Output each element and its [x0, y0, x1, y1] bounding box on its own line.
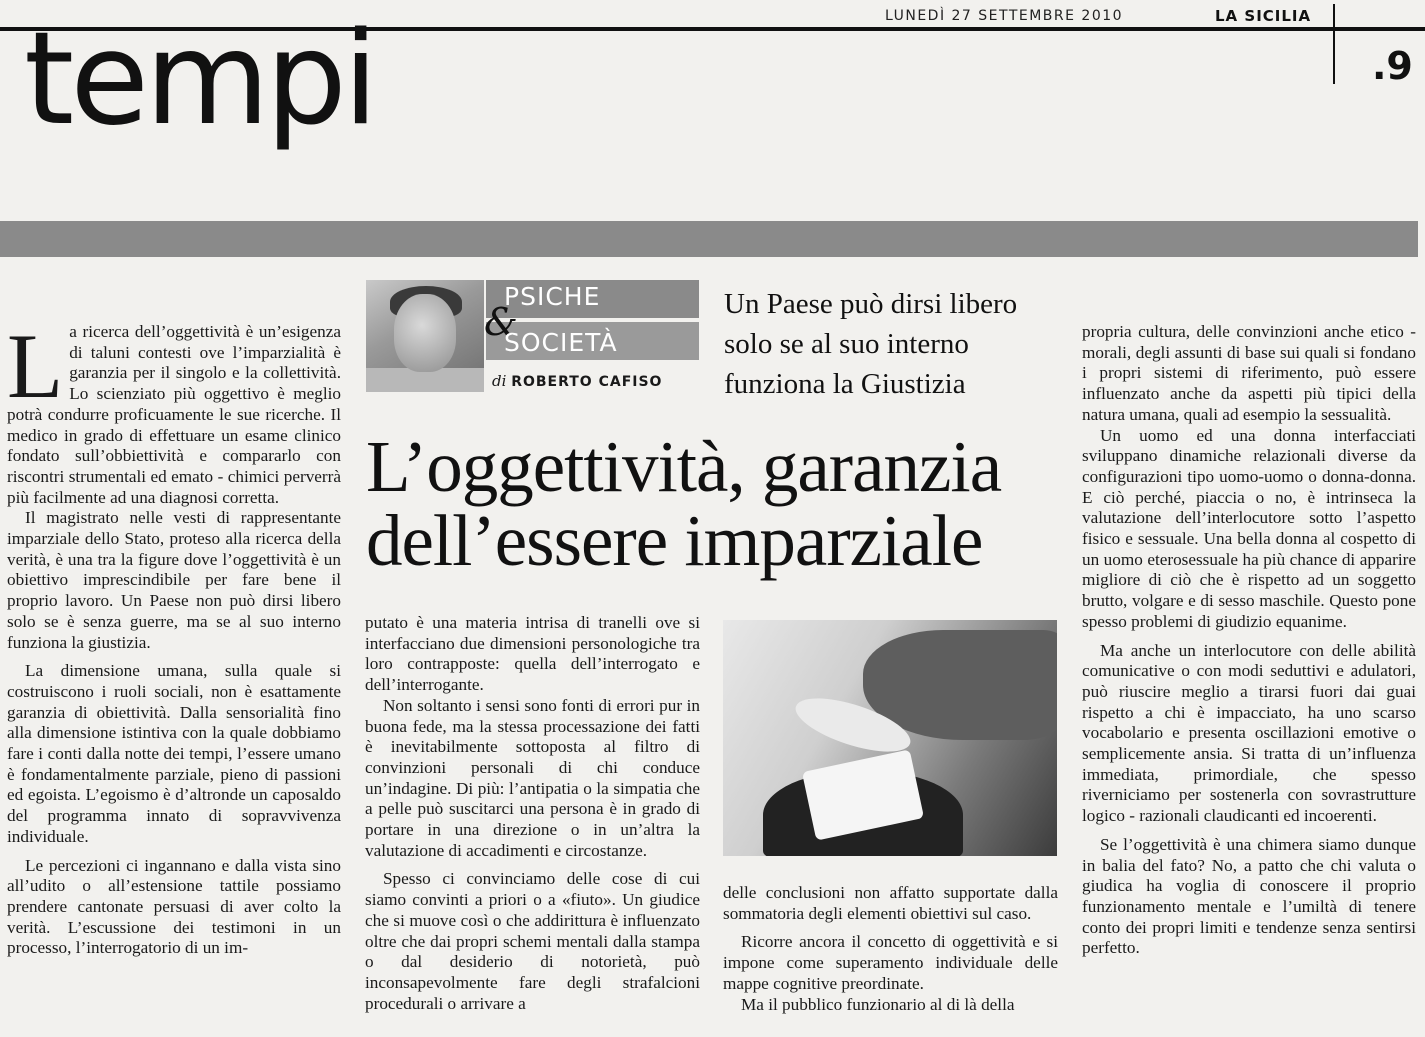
rubric-title-societa: SOCIETÀ: [504, 328, 618, 357]
paragraph: Se l’oggettività è una chimera siamo dunque in balia del fato? No, a patto che chi valuta o giudica ha voglia di conoscere il proprio funzionamento mentale e l’umiltà di tenere conto dei propri limiti e tendenze senza sentirsi perfetto.: [1082, 834, 1416, 958]
rubric-title-psiche: PSICHE: [504, 282, 601, 311]
masthead-divider: [1333, 4, 1335, 84]
paragraph: a ricerca dell’oggettività è un’esigenza di taluni contesti ove l’imparzialità è garanzia per il singolo e la collettività. Lo scienziato più oggettivo è meglio potrà condurre proficuamente le sue ricerche. Il medico in grado di effettuare un esame clinico fondato sull’obbiettività e compararlo con riscontri strumentali ed emato - chimici perverrà più facilmente ad una diagnosi corretta.: [7, 322, 341, 507]
paragraph: Il magistrato nelle vesti di rappresentante imparziale dello Stato, proteso alla ricerca della verità, è una tra la figure dove l’oggettività è un obiettivo imprescindibile per fare bene il proprio lavoro. Un Paese non può dirsi libero solo se è senza guerre, ma se al suo interno funziona la giustizia.: [7, 508, 341, 652]
issue-date: LUNEDÌ 27 SETTEMBRE 2010: [885, 8, 1124, 24]
rubric-ampersand: &: [484, 300, 518, 344]
drop-cap: L: [7, 315, 64, 417]
paragraph: putato è una materia intrisa di tranelli ove si interfacciano due dimensioni personologiche tra loro contrapposte: quella dell’interrogato e dell’interrogante.: [365, 613, 700, 695]
paragraph: Ma anche un interlocutore con delle abilità comunicative o con modi seduttivi e adulatori, può riuscire meglio a tirarsi fuori dai guai rispetto a chi è impacciato, ha uno scarso vocabolario e presenta oscillazioni emotive o semplicemente ansia. Si tratta di un’influenza immediata, primordiale, che spesso riverniciamo per sostenerla con sovrastrutture logico - razionali claudicanti ed incoerenti.: [1082, 640, 1416, 826]
byline-prefix: di: [492, 372, 507, 390]
byline: [492, 372, 662, 390]
newspaper-name: LA SICILIA: [1215, 7, 1312, 25]
paragraph: La dimensione umana, sulla quale si costruiscono i ruoli sociali, non è esattamente garanzia di obiettività. Dalla sensorialità fino alla dimensione istintiva con la quale dobbiamo fare i conti dalla notte dei tempi, l’essere umano è fondamentalmente parziale, pieno di passioni ed egoista. L’egoismo è d’altronde un caposaldo del programma innato di sopravvivenza individuale.: [7, 661, 341, 846]
article-column-4: [1082, 322, 1416, 959]
paragraph: Un uomo ed una donna interfacciati sviluppano dinamiche relazionali diverse da configurazioni tipo uomo-uomo o donna-donna. E ciò perché, piaccia o no, è intrinseca la valutazione dell’interlocutore sotto l’aspetto fisico e sessuale. Una bella donna al cospetto di un uomo eterosessuale ha più chance di apparire migliore di ciò che è rispetto ad un soggetto brutto, volgare e di sesso maschile. Questo pone spesso problemi di giudizio equanime.: [1082, 425, 1416, 631]
section-band: [0, 221, 1418, 257]
paragraph: propria cultura, delle convinzioni anche etico - morali, degli assunti di base sui quali si fondano i propri sistemi di riferimento, può essere influenzato anche da aspetti più tipici della natura umana, quali ad esempio la sessualità.: [1082, 322, 1416, 424]
paragraph: Ricorre ancora il concetto di oggettività e si impone come superamento individuale delle mappe cognitive preordinate.: [723, 932, 1058, 993]
article-column-2: [365, 613, 700, 1014]
paragraph: Le percezioni ci ingannano e dalla vista sino all’udito o all’estensione tattile possiamo prendere cantonate persuasi di aver colto la verità. L’escussione dei testimoni in un processo, l’interrogatorio di un im-: [7, 855, 341, 958]
subheadline: Un Paese può dirsi libero solo se al suo interno funziona la Giustizia: [724, 288, 1018, 400]
article-column-1: [7, 315, 341, 959]
column-rubric: [366, 280, 699, 392]
paragraph: Ma il pubblico funzionario al di là della: [741, 994, 1015, 1014]
article-column-3: [723, 883, 1058, 1015]
article-photo: [723, 620, 1057, 856]
section-title: tempi: [24, 5, 375, 154]
headline: L’oggettività, garanzia dell’essere imparziale: [366, 426, 1002, 581]
author-name: ROBERTO CAFISO: [511, 374, 663, 390]
page-number: .9: [1372, 44, 1413, 88]
paragraph: delle conclusioni non affatto supportate dalla sommatoria degli elementi obiettivi sul caso.: [723, 883, 1058, 923]
paragraph: Non soltanto i sensi sono fonti di errori pur in buona fede, ma la stessa processazione dei fatti è inevitabilmente sottoposta al filtro di convinzioni personali di chi conduce un’indagine. Di più: l’antipatia o la simpatia che a pelle può suscitarci una persona è in grado di portare in una direzione o in un’altra la valutazione di accadimenti e circostanze.: [365, 695, 700, 860]
paragraph: Spesso ci convinciamo delle cose di cui siamo convinti a priori o a «fiuto». Un giudice che si muove così o che addirittura è influenzato oltre che dai propri schemi mentali dalla stampa o dal desiderio di notorietà, può inconsapevolmente fare degli strafalcioni procedurali o arrivare a: [365, 869, 700, 1013]
author-photo: [366, 280, 484, 392]
